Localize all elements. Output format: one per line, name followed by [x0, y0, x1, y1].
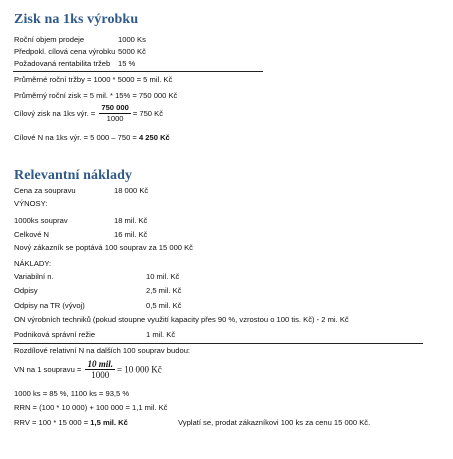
capacity-utilization: 1000 ks = 85 %, 1100 ks = 93,5 %: [14, 389, 130, 398]
cost-value-variable: 10 mil. Kč: [146, 272, 180, 281]
rev2-value: 16 mil. Kč: [114, 230, 148, 239]
rrv-result: 1,5 mil. Kč: [90, 418, 128, 427]
target-profit-label: Cílový zisk na 1ks výr. =: [14, 109, 98, 118]
param-label-profitability: Požadovaná rentabilita tržeb: [14, 59, 111, 68]
param-value-profitability: 15 %: [118, 59, 136, 68]
vn-label: VN na 1 soupravu =: [14, 365, 84, 374]
rrv-row: [14, 418, 128, 428]
target-profit-result: = 750 Kč: [132, 109, 163, 118]
target-profit-denominator: 1000: [106, 114, 124, 123]
overhead-value: 1 mil. Kč: [146, 330, 176, 339]
conclusion: Vyplatí se, prodat zákazníkovi 100 ks za cenu 15 000 Kč.: [178, 418, 371, 427]
heading-relevantni-naklady: Relevantní náklady: [14, 168, 133, 183]
calc-profit: Průměrný roční zisk = 5 mil. * 15% = 750 000 Kč: [14, 91, 178, 100]
calc-revenue: Průměrné roční tržby = 1000 * 5000 = 5 mil. Kč: [14, 75, 173, 84]
divider-2: [13, 343, 423, 344]
param-value-price: 5000 Kč: [118, 47, 146, 56]
rev2-label: Celkové N: [14, 230, 50, 239]
param-value-volume: 1000 Ks: [118, 35, 146, 44]
rrv-prefix: RRV = 100 * 15 000 =: [14, 418, 91, 427]
param-label-volume: Roční objem prodeje: [14, 35, 85, 44]
divider-1: [13, 71, 263, 72]
rrn-calc: RRN = (100 * 10 000) + 100 000 = 1,1 mil. Kč: [14, 403, 168, 412]
overhead-label: Podniková správní režie: [14, 330, 96, 339]
rev1-value: 18 mil. Kč: [114, 216, 148, 225]
vn-numerator: 10 mil.: [87, 359, 113, 369]
differential-intro: Rozdílové relativní N na dalších 100 souprav budou:: [14, 346, 191, 355]
vn-fraction: [85, 359, 115, 380]
cost-value-depreciation: 2,5 mil. Kč: [146, 286, 182, 295]
target-profit-fraction: [99, 103, 130, 124]
price-value: 18 000 Kč: [114, 186, 149, 195]
target-cost-row: [14, 133, 170, 143]
target-profit-row: [14, 103, 163, 124]
vn-denominator: 1000: [91, 370, 110, 380]
price-label: Cena za soupravu: [14, 186, 76, 195]
cost-value-rd-depreciation: 0,5 mil. Kč: [146, 301, 182, 310]
revenues-heading: VÝNOSY:: [14, 199, 48, 208]
target-cost-prefix: Cílové N na 1ks výr. = 5 000 – 750 =: [14, 133, 139, 142]
vn-result: = 10 000 Kč: [116, 364, 162, 375]
costs-heading: NÁKLADY:: [14, 259, 52, 268]
cost-label-rd-depreciation: Odpisy na TR (vývoj): [14, 301, 85, 310]
cost-label-depreciation: Odpisy: [14, 286, 38, 295]
heading-zisk: Zisk na 1ks výrobku: [14, 12, 139, 27]
rev1-label: 1000ks souprav: [14, 216, 68, 225]
cost-label-variable: Variabilní n.: [14, 272, 54, 281]
vn-row: [14, 359, 162, 380]
target-profit-numerator: 750 000: [101, 103, 129, 112]
new-customer-offer: Nový zákazník se poptává 100 souprav za 15 000 Kč: [14, 243, 193, 252]
param-label-price: Předpokl. cílová cena výrobku: [14, 47, 116, 56]
on-technicians: ON výrobních techniků (pokud stoupne využití kapacity přes 90 %, vzrostou o 100 tis. Kč) - 2 mi. Kč: [14, 315, 349, 324]
target-cost-result: 4 250 Kč: [138, 133, 170, 142]
